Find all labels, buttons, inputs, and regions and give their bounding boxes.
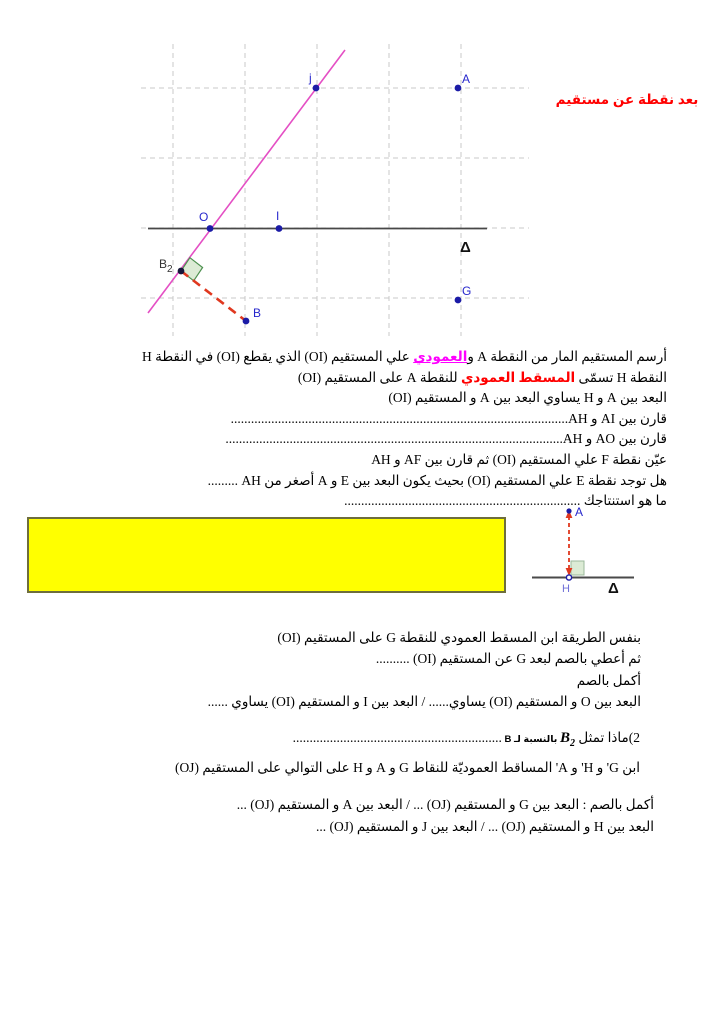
label-b: B	[253, 306, 262, 320]
line-text: للنقطة A على المستقيم (OI)	[297, 369, 461, 385]
line-text: 2)ماذا تمثل	[575, 730, 640, 745]
text-block-2	[61, 627, 641, 713]
text-line	[47, 347, 667, 368]
text-line-answer-dots: قارن بين AI و AH....................................................................................................	[230, 410, 667, 426]
text-line-answer-dots: البعد بين O و المستقيم (OI) يساوي...... / البعد بين I و المستقيم (OI) يساوي ......	[207, 694, 641, 710]
point-i	[276, 225, 283, 232]
yellow-highlight-box	[27, 517, 506, 593]
main-diagram	[133, 38, 533, 348]
label-i: I	[276, 209, 280, 223]
label-h: H	[562, 583, 570, 595]
text-line-answer-dots: هل توجد نقطة E علي المستقيم (OI) بحيث يكون البعد بين E و A أصغر من AH .........	[207, 472, 667, 488]
mini-diagram	[528, 498, 648, 602]
text-line-answer-dots: البعد بين H و المستقيم (OJ) ... / البعد بين J و المستقيم (OJ) ...	[316, 819, 654, 834]
right-angle-marker	[571, 561, 584, 575]
highlight-perpendicular: العمودي	[413, 349, 468, 364]
line-text: علي المستقيم (OI) الذي يقطع (OI) في النقطة H	[141, 349, 414, 364]
text-line	[47, 368, 667, 389]
label-o: O	[199, 210, 209, 224]
text-line: أكمل بالصم	[576, 672, 641, 688]
math-b2: $B_2$	[560, 730, 576, 749]
text-block-4	[54, 794, 654, 838]
answer-dots: ..............................................................	[292, 730, 502, 745]
text-block-1	[47, 347, 667, 512]
label-j: j	[309, 71, 312, 85]
label-g: G	[462, 284, 472, 298]
text-line-answer-dots: ما هو استنتاجك ......................................................................	[344, 493, 667, 509]
question-2-line	[50, 726, 640, 756]
text-line: البعد بين A و H يساوي البعد بين A و المستقيم (OI)	[388, 390, 667, 406]
label-b2: $B_2$	[159, 257, 173, 275]
label-a: A	[575, 505, 584, 519]
label-a: A	[462, 72, 471, 86]
text-line-answer-dots: أكمل بالصم : البعد بين G و المستقيم (OJ) ... / البعد بين A و المستقيم (OJ) ...	[236, 797, 654, 812]
point-j	[313, 85, 320, 92]
text-block-3	[50, 726, 640, 780]
point-a	[455, 85, 462, 92]
text-line: بنفس الطريقة ابن المسقط العمودي للنقطة G على المستقيم (OI)	[277, 630, 641, 645]
right-angle-marker	[181, 258, 203, 281]
text-line-answer-dots: قارن بين AO و AH....................................................................................................	[225, 431, 667, 447]
point-g	[455, 297, 462, 304]
point-o	[207, 225, 214, 232]
highlight-orthogonal-projection: المسقط العمودي	[461, 369, 576, 385]
text-line: عيّن نقطة F علي المستقيم (OI) ثم قارن بين AF و AH	[371, 451, 667, 467]
text-line-answer-dots: ثم أعطي بالصم لبعد G عن المستقيم (OI) ..........	[375, 651, 641, 667]
point-b	[243, 318, 250, 325]
line-text: النقطة H تسمّى	[575, 369, 667, 385]
label-delta: Δ	[608, 580, 619, 597]
page-title: بعد نقطة عن مستقيم	[555, 92, 699, 107]
small-note: بالنسبة لـ B	[501, 734, 561, 745]
point-b2	[178, 268, 185, 275]
point-h	[566, 575, 571, 580]
line-text: أرسم المستقيم المار من النقطة A و	[467, 349, 667, 364]
point-a	[566, 508, 571, 513]
text-line: ابن G' و H' و A' المساقط العموديّة للنقاط G و A و H على التوالي على المستقيم (OJ)	[174, 760, 640, 775]
label-delta: Δ	[460, 239, 471, 256]
